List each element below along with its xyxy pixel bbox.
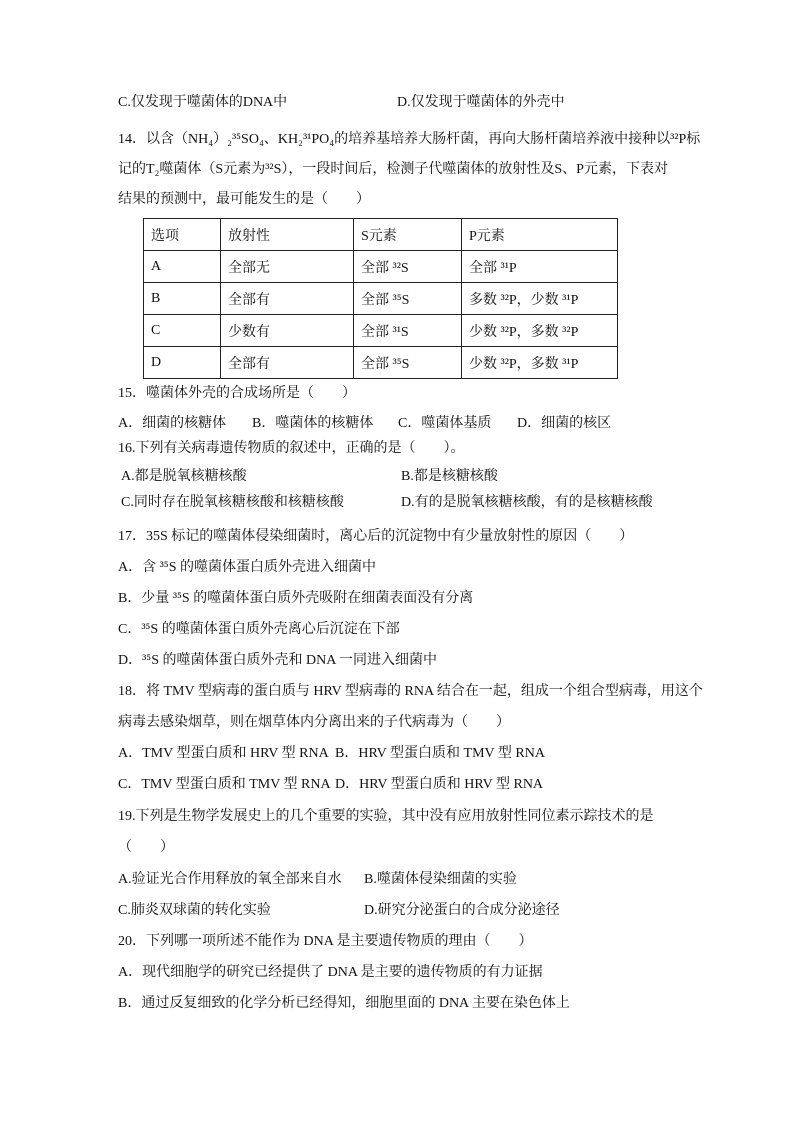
q18-option-a: A．TMV 型蛋白质和 HRV 型 RNA: [118, 746, 329, 761]
q13-option-c: C.仅发现于噬菌体的DNA中: [118, 95, 288, 110]
q14-prediction-table: [143, 218, 618, 379]
q15-option-b: B．噬菌体的核糖体: [252, 416, 374, 431]
table-cell: 全部无: [221, 251, 354, 283]
table-header-row: [144, 219, 618, 251]
q17-option-d: D．³⁵S 的噬菌体蛋白质外壳和 DNA 一同进入细菌中: [118, 653, 438, 668]
q19-option-b: B.噬菌体侵染细菌的实验: [364, 872, 517, 887]
q14-stem-line-2: 记的T₂噬菌体（S元素为³²S），一段时间后，检测子代噬菌体的放射性及S、P元素，下表对: [118, 162, 668, 177]
q20-option-b: B．通过反复细致的化学分析已经得知，细胞里面的 DNA 主要在染色体上: [118, 996, 570, 1011]
q16-option-b: B.都是核糖核酸: [401, 469, 498, 484]
table-cell: 少数 ³²P，多数 ³²P: [462, 315, 618, 347]
header-p-element: P元素: [462, 219, 618, 251]
table-cell: D: [144, 347, 221, 379]
table-row: [144, 347, 618, 379]
table-cell: 全部有: [221, 283, 354, 315]
table-cell: 全部 ³⁵S: [354, 283, 462, 315]
header-option: 选项: [144, 219, 221, 251]
q17-stem: 17．35S 标记的噬菌体侵染细菌时，离心后的沉淀物中有少量放射性的原因（ ）: [118, 529, 634, 544]
q20-option-a: A．现代细胞学的研究已经提供了 DNA 是主要的遗传物质的有力证据: [118, 965, 543, 980]
q19-option-d: D.研究分泌蛋白的合成分泌途径: [364, 903, 560, 918]
header-s-element: S元素: [354, 219, 462, 251]
q18-option-c: C．TMV 型蛋白质和 TMV 型 RNA: [118, 777, 331, 792]
q17-option-c: C．³⁵S 的噬菌体蛋白质外壳离心后沉淀在下部: [118, 622, 400, 637]
table-row: [144, 315, 618, 347]
q16-stem: 16.下列有关病毒遗传物质的叙述中，正确的是（ ）。: [118, 441, 465, 456]
q17-option-a: A．含 ³⁵S 的噬菌体蛋白质外壳进入细菌中: [118, 560, 376, 575]
table-cell: 全部有: [221, 347, 354, 379]
q14-stem-line-1: 14．以含（NH₄）₂³⁵SO₄、KH₂³¹PO₄的培养基培养大肠杆菌，再向大肠杆菌培养液中接种以³²P标: [118, 132, 701, 147]
q14-stem-line-3: 结果的预测中，最可能发生的是（ ）: [118, 192, 370, 207]
table-cell: B: [144, 283, 221, 315]
q16-option-d: D.有的是脱氧核糖核酸，有的是核糖核酸: [401, 495, 653, 510]
table-row: [144, 251, 618, 283]
q13-option-d: D.仅发现于噬菌体的外壳中: [397, 95, 565, 110]
q20-stem: 20．下列哪一项所述不能作为 DNA 是主要遗传物质的理由（ ）: [118, 934, 533, 949]
header-radioactivity: 放射性: [221, 219, 354, 251]
q15-option-a: A．细菌的核糖体: [118, 416, 227, 431]
q19-stem-line-1: 19.下列是生物学发展史上的几个重要的实验，其中没有应用放射性同位素示踪技术的是: [118, 809, 654, 824]
table-cell: A: [144, 251, 221, 283]
q15-option-d: D．细菌的核区: [517, 416, 612, 431]
table-cell: 多数 ³²P，少数 ³¹P: [462, 283, 618, 315]
q18-option-b: B．HRV 型蛋白质和 TMV 型 RNA: [335, 746, 545, 761]
table-cell: 全部 ³²S: [354, 251, 462, 283]
q19-stem-line-2: （ ）: [118, 840, 174, 855]
q19-option-c: C.肺炎双球菌的转化实验: [118, 903, 271, 918]
q18-option-d: D．HRV 型蛋白质和 HRV 型 RNA: [335, 777, 544, 792]
q16-option-c: C.同时存在脱氧核糖核酸和核糖核酸: [121, 495, 344, 510]
table-cell: 全部 ³¹S: [354, 315, 462, 347]
table-cell: 少数 ³²P，多数 ³¹P: [462, 347, 618, 379]
q17-option-b: B．少量 ³⁵S 的噬菌体蛋白质外壳吸附在细菌表面没有分离: [118, 591, 474, 606]
table-cell: C: [144, 315, 221, 347]
q15-stem: 15．噬菌体外壳的合成场所是（ ）: [118, 386, 356, 401]
q16-option-a: A.都是脱氧核糖核酸: [121, 469, 247, 484]
table-cell: 全部 ³⁵S: [354, 347, 462, 379]
table-cell: 全部 ³¹P: [462, 251, 618, 283]
q19-option-a: A.验证光合作用释放的氧全部来自水: [118, 872, 342, 887]
q18-stem-line-2: 病毒去感染烟草，则在烟草体内分离出来的子代病毒为（ ）: [118, 715, 510, 730]
table-row: [144, 283, 618, 315]
q18-stem-line-1: 18．将 TMV 型病毒的蛋白质与 HRV 型病毒的 RNA 结合在一起，组成一个组合型病毒，用这个: [118, 684, 703, 699]
table-cell: 少数有: [221, 315, 354, 347]
q15-option-c: C．噬菌体基质: [398, 416, 492, 431]
